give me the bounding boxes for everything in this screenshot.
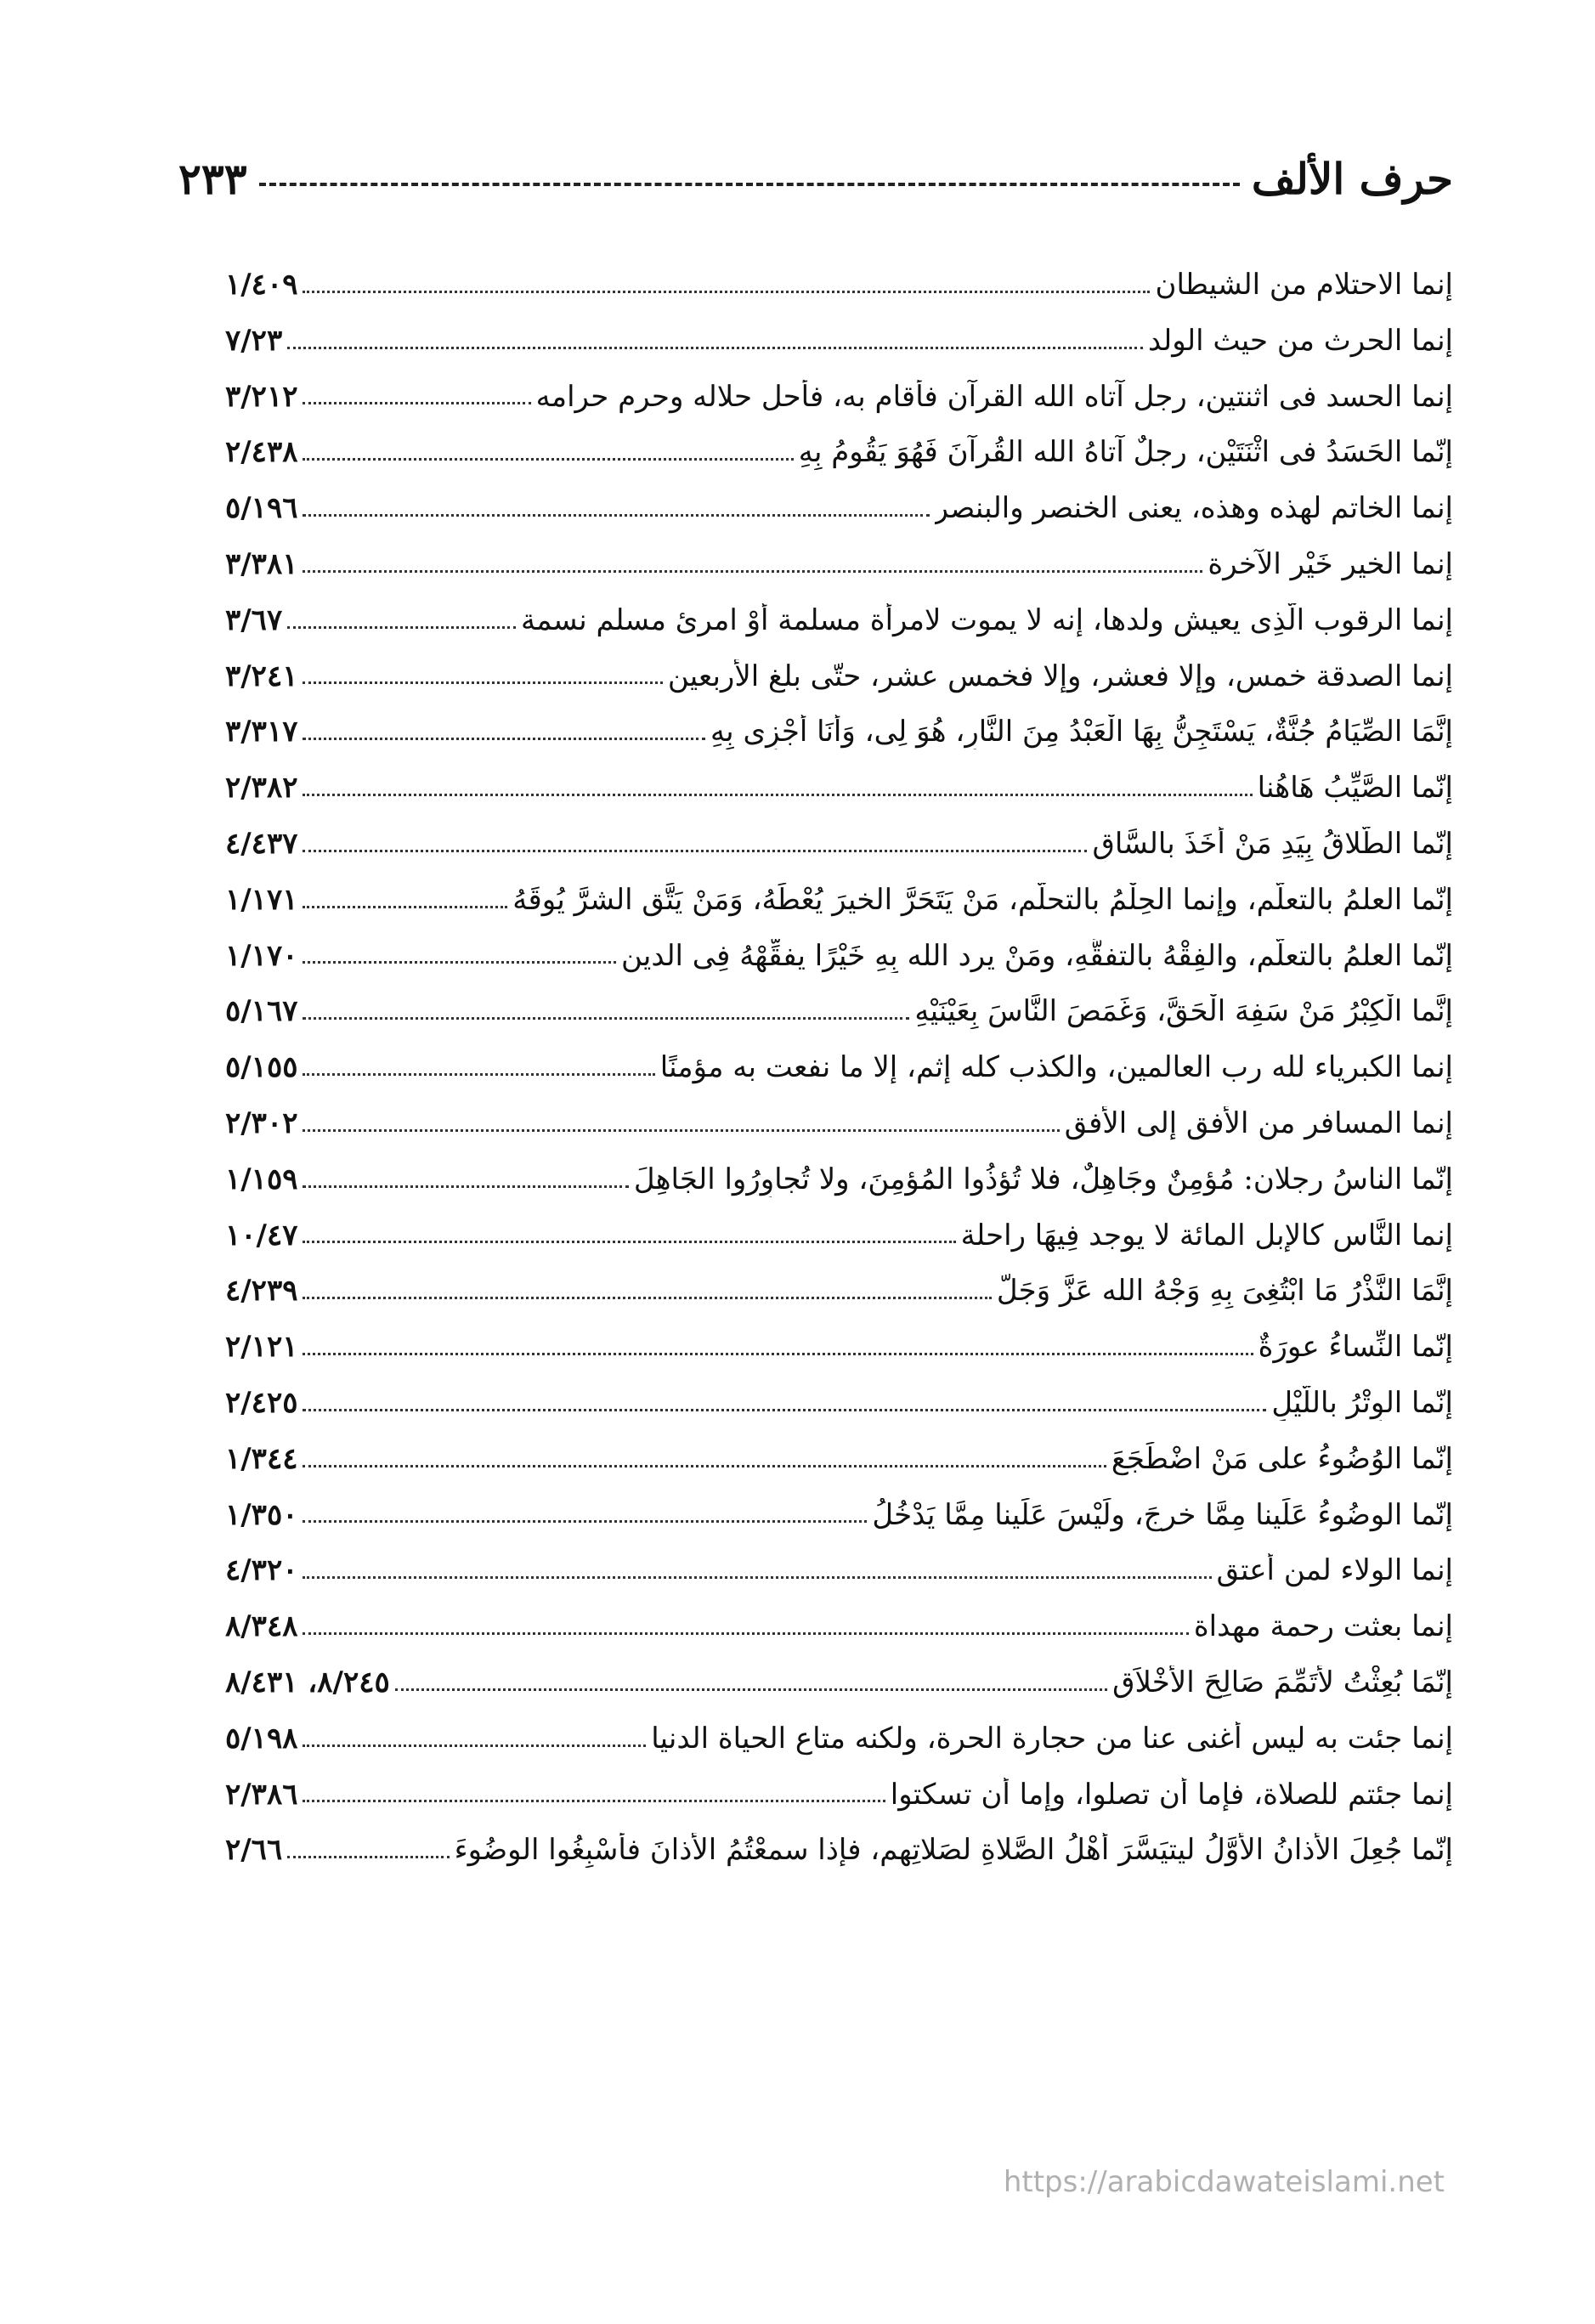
entry-text: إنّما جُعِلَ الأذانُ الأوَّلُ ليتيَسَّرَ أَهْلُ الصَّلاةِ لصَلاتِهِم، فإذا سمعْتُمُ الأذانَ فأسْبِغُوا الوضُوءَ: [454, 1833, 1453, 1868]
page-number: ٢٣٣: [178, 153, 247, 204]
dot-leader: [303, 1576, 1211, 1579]
index-entry: [225, 1365, 1453, 1421]
dot-leader: [303, 1297, 991, 1299]
entry-reference: ١/٣٥٠: [225, 1497, 298, 1532]
entry-text: إنما المسافر من الأفق إلى الأفق: [1064, 1105, 1453, 1140]
dot-leader: [303, 1185, 628, 1188]
index-entry: [225, 1197, 1453, 1253]
entry-reference: ٤/٣٢٠: [225, 1553, 298, 1588]
entry-reference: ١/١٥٩: [225, 1162, 298, 1196]
index-entry: [225, 918, 1453, 974]
dot-leader: [303, 514, 929, 517]
entry-text: إنَّمَا الصِّيَامُ جُنَّةٌ، يَسْتَجِنُّ بِهَا الْعَبْدُ مِنَ النَّارِ، هُوَ لِى، وَأَنَا أَجْزِى بِهِ: [710, 715, 1453, 749]
entry-reference: ٧/٢٣: [225, 323, 283, 358]
dot-leader: [303, 1632, 1188, 1635]
index-entry: [225, 693, 1453, 749]
entry-text: إنما الحرث من حيث الولد: [1147, 323, 1453, 358]
index-entry: [225, 1141, 1453, 1197]
dot-leader: [303, 1520, 867, 1523]
index-entry: [225, 1756, 1453, 1812]
index-entry: [225, 749, 1453, 806]
dot-leader: [287, 347, 1143, 349]
entry-text: إنما الاحتلام من الشيطان: [1155, 268, 1453, 302]
entry-text: إنّما الصَّيِّبُ هَاهُنا: [1257, 771, 1453, 806]
dot-leader: [303, 681, 662, 684]
entry-text: إنّما العلمُ بالتعلُّم، وإنما الحِلْمُ بالتحلُّم، مَنْ يَتَحَرَّ الخيرَ يُعْطَهُ، وَمَنْ يَتَّقِ الشرَّ يُوقَهُ: [512, 882, 1453, 917]
entry-reference: ٢/٣٨٢: [225, 771, 298, 806]
index-entry: [225, 1812, 1453, 1868]
entry-reference: ٥/١٩٨: [225, 1721, 298, 1756]
entry-reference: ٣/٢١٢: [225, 379, 298, 414]
entry-reference: ٣/٢٤١: [225, 659, 298, 693]
entry-reference: ٥/١٦٧: [225, 994, 298, 1029]
index-entry: [225, 638, 1453, 694]
entry-text: إنما جئت به ليس أغنى عنا من حجارة الحرة، ولكنه متاع الحياة الدنيا: [651, 1721, 1453, 1756]
entry-text: إنما النَّاس كالإبل المائة لا يوجد فِيهَا راحلة: [960, 1218, 1453, 1252]
index-entry: [225, 1700, 1453, 1756]
index-entry: [225, 1029, 1453, 1085]
entry-reference: ٢/٦٦: [225, 1833, 283, 1868]
entry-reference: ٨/٣٤٨: [225, 1609, 298, 1644]
index-entry: [225, 414, 1453, 470]
entry-reference: ٨/٢٤٥، ٨/٤٣١: [225, 1665, 390, 1699]
dot-leader: [303, 794, 1252, 796]
index-entry: [225, 359, 1453, 415]
dot-leader: [303, 906, 507, 908]
index-entry: [225, 862, 1453, 918]
dot-leader: [303, 1800, 885, 1802]
index-entry: [225, 246, 1453, 303]
entry-text: إنّما الطَّلاقُ بِيَدِ مَنْ أَخَذَ بالسَّاقِ: [1092, 826, 1453, 861]
entry-reference: ١/٣٤٤: [225, 1441, 298, 1476]
dot-leader: [303, 402, 530, 404]
entry-text: إنّما الناسُ رجلان: مُؤمِنٌ وجَاهِلٌ، فلا تُؤذُوا المُؤمِنَ، ولا تُجاوِرُوا الجَاهِلَ: [633, 1162, 1453, 1196]
entry-text: إنما الخير خَيْر الآخرة: [1208, 546, 1453, 581]
entry-text: إنّمَا بُعِثْتُ لأُتَمِّمَ صَالِحَ الأَخْلاَقِ: [1112, 1665, 1453, 1699]
index-entry: [225, 973, 1453, 1029]
entry-text: إنما الولاء لمن أعتق: [1216, 1553, 1453, 1588]
entry-text: إنما جئتم للصلاة، فإما أن تصلوا، وإما أن تسكتوا: [890, 1777, 1453, 1812]
entry-reference: ٢/٣٠٢: [225, 1105, 298, 1140]
entry-reference: ٤/٤٣٧: [225, 826, 298, 861]
index-entry: [225, 1421, 1453, 1477]
dot-leader: [303, 850, 1087, 852]
index-entry: [225, 1252, 1453, 1309]
entry-reference: ٣/٣١٧: [225, 715, 298, 749]
entry-text: إنّما الحَسَدُ فى اثْنَتَيْنِ، رجلٌ آتاهُ الله القُرآنَ فَهُوَ يَقُومُ بِهِ: [798, 435, 1453, 470]
index-entry: [225, 806, 1453, 862]
entry-reference: ٢/٤٢٥: [225, 1385, 298, 1420]
header-rule: [259, 183, 1240, 186]
entry-reference: ٥/١٩٦: [225, 491, 298, 526]
index-entry: [225, 1588, 1453, 1644]
dot-leader: [303, 291, 1150, 293]
entry-text: إنّما الوضُوءُ عَلَينا مِمَّا خرجَ، ولَيْسَ عَلَينا مِمَّا يَدْخُلُ: [872, 1497, 1453, 1532]
running-head: حرف الألف: [1251, 153, 1453, 204]
dot-leader: [303, 961, 616, 964]
dot-leader: [287, 626, 516, 629]
entry-reference: ١/٤٠٩: [225, 268, 298, 302]
entry-text: إنما الرقوب الَّذِى يعيش ولدها، إنه لا يموت لامرأة مسلمة أوْ امرئ مسلم نسمة: [521, 602, 1453, 637]
index-entry: [225, 1532, 1453, 1588]
entry-reference: ٣/٣٨١: [225, 546, 298, 581]
entry-text: إنما بعثت رحمة مهداة: [1193, 1609, 1453, 1644]
entry-text: إنَّما الْكِبْرُ مَنْ سَفِهَ الْحَقَّ، وَغَمَصَ النَّاسَ بِعَيْنَيْهِ: [914, 994, 1453, 1029]
entry-reference: ٥/١٥٥: [225, 1050, 298, 1085]
index-entry: [225, 526, 1453, 582]
page-header: [178, 140, 1453, 217]
entry-reference: ٢/٣٨٦: [225, 1777, 298, 1812]
dot-leader: [303, 1017, 909, 1020]
entry-reference: ٢/١٢١: [225, 1330, 298, 1365]
index-entry: [225, 470, 1453, 526]
entry-reference: ٤/٢٣٩: [225, 1274, 298, 1309]
dot-leader: [287, 1856, 449, 1858]
entry-text: إنّما الوِتْرُ باللَّيْلِ: [1271, 1385, 1453, 1420]
dot-leader: [303, 570, 1202, 573]
entry-text: إنّما العلمُ بالتعلُّم، والفِقْهُ بالتفقُّهِ، ومَنْ يرد الله بِهِ خَيْرًا يفقِّهْهُ فِى الدين: [621, 938, 1453, 973]
entry-text: إنما الصدقة خمس، وإلا فعشر، وإلا فخمس عشر، حتّى بلغ الأربعين: [667, 659, 1453, 693]
entry-reference: ١٠/٤٧: [225, 1218, 298, 1252]
index-entry: [225, 1085, 1453, 1141]
dot-leader: [303, 738, 704, 740]
dot-leader: [303, 458, 793, 461]
entry-text: إنَّمَا النَّذْرُ مَا ابْتُغِىَ بِهِ وَجْهُ الله عَزَّ وَجَلَّ: [996, 1274, 1453, 1309]
entry-text: إنما الخاتم لهذه وهذه، يعنى الخنصر والبنصر: [934, 491, 1453, 526]
dot-leader: [303, 1465, 1106, 1467]
entry-reference: ١/١٧٠: [225, 938, 298, 973]
dot-leader: [303, 1241, 955, 1243]
watermark-url: https://arabicdawateislami.net: [1003, 2165, 1445, 2199]
dot-leader: [303, 1129, 1059, 1132]
index-entries-list: [225, 246, 1453, 1868]
entry-reference: ٣/٦٧: [225, 602, 283, 637]
index-entry: [225, 1644, 1453, 1700]
index-entry: [225, 303, 1453, 359]
entry-text: إنما الكبرياء لله رب العالمين، والكذب كله إثم، إلا ما نفعت به مؤمنًا: [659, 1050, 1453, 1085]
dot-leader: [303, 1409, 1266, 1411]
dot-leader: [303, 1744, 646, 1747]
entry-text: إنّما النِّساءُ عورَةٌ: [1258, 1330, 1453, 1365]
index-entry: [225, 1309, 1453, 1365]
entry-text: إنما الحسد فى اثنتين، رجل آتاه الله القرآن فأقام به، فأحل حلاله وحرم حرامه: [535, 379, 1453, 414]
dot-leader: [303, 1353, 1253, 1355]
dot-leader: [303, 1073, 654, 1076]
entry-reference: ٢/٤٣٨: [225, 435, 298, 470]
index-entry: [225, 582, 1453, 638]
entry-text: إنّما الوُضُوءُ على مَنْ اضْطَجَعَ: [1111, 1441, 1453, 1476]
entry-reference: ١/١٧١: [225, 882, 298, 917]
index-entry: [225, 1477, 1453, 1533]
dot-leader: [395, 1688, 1107, 1691]
